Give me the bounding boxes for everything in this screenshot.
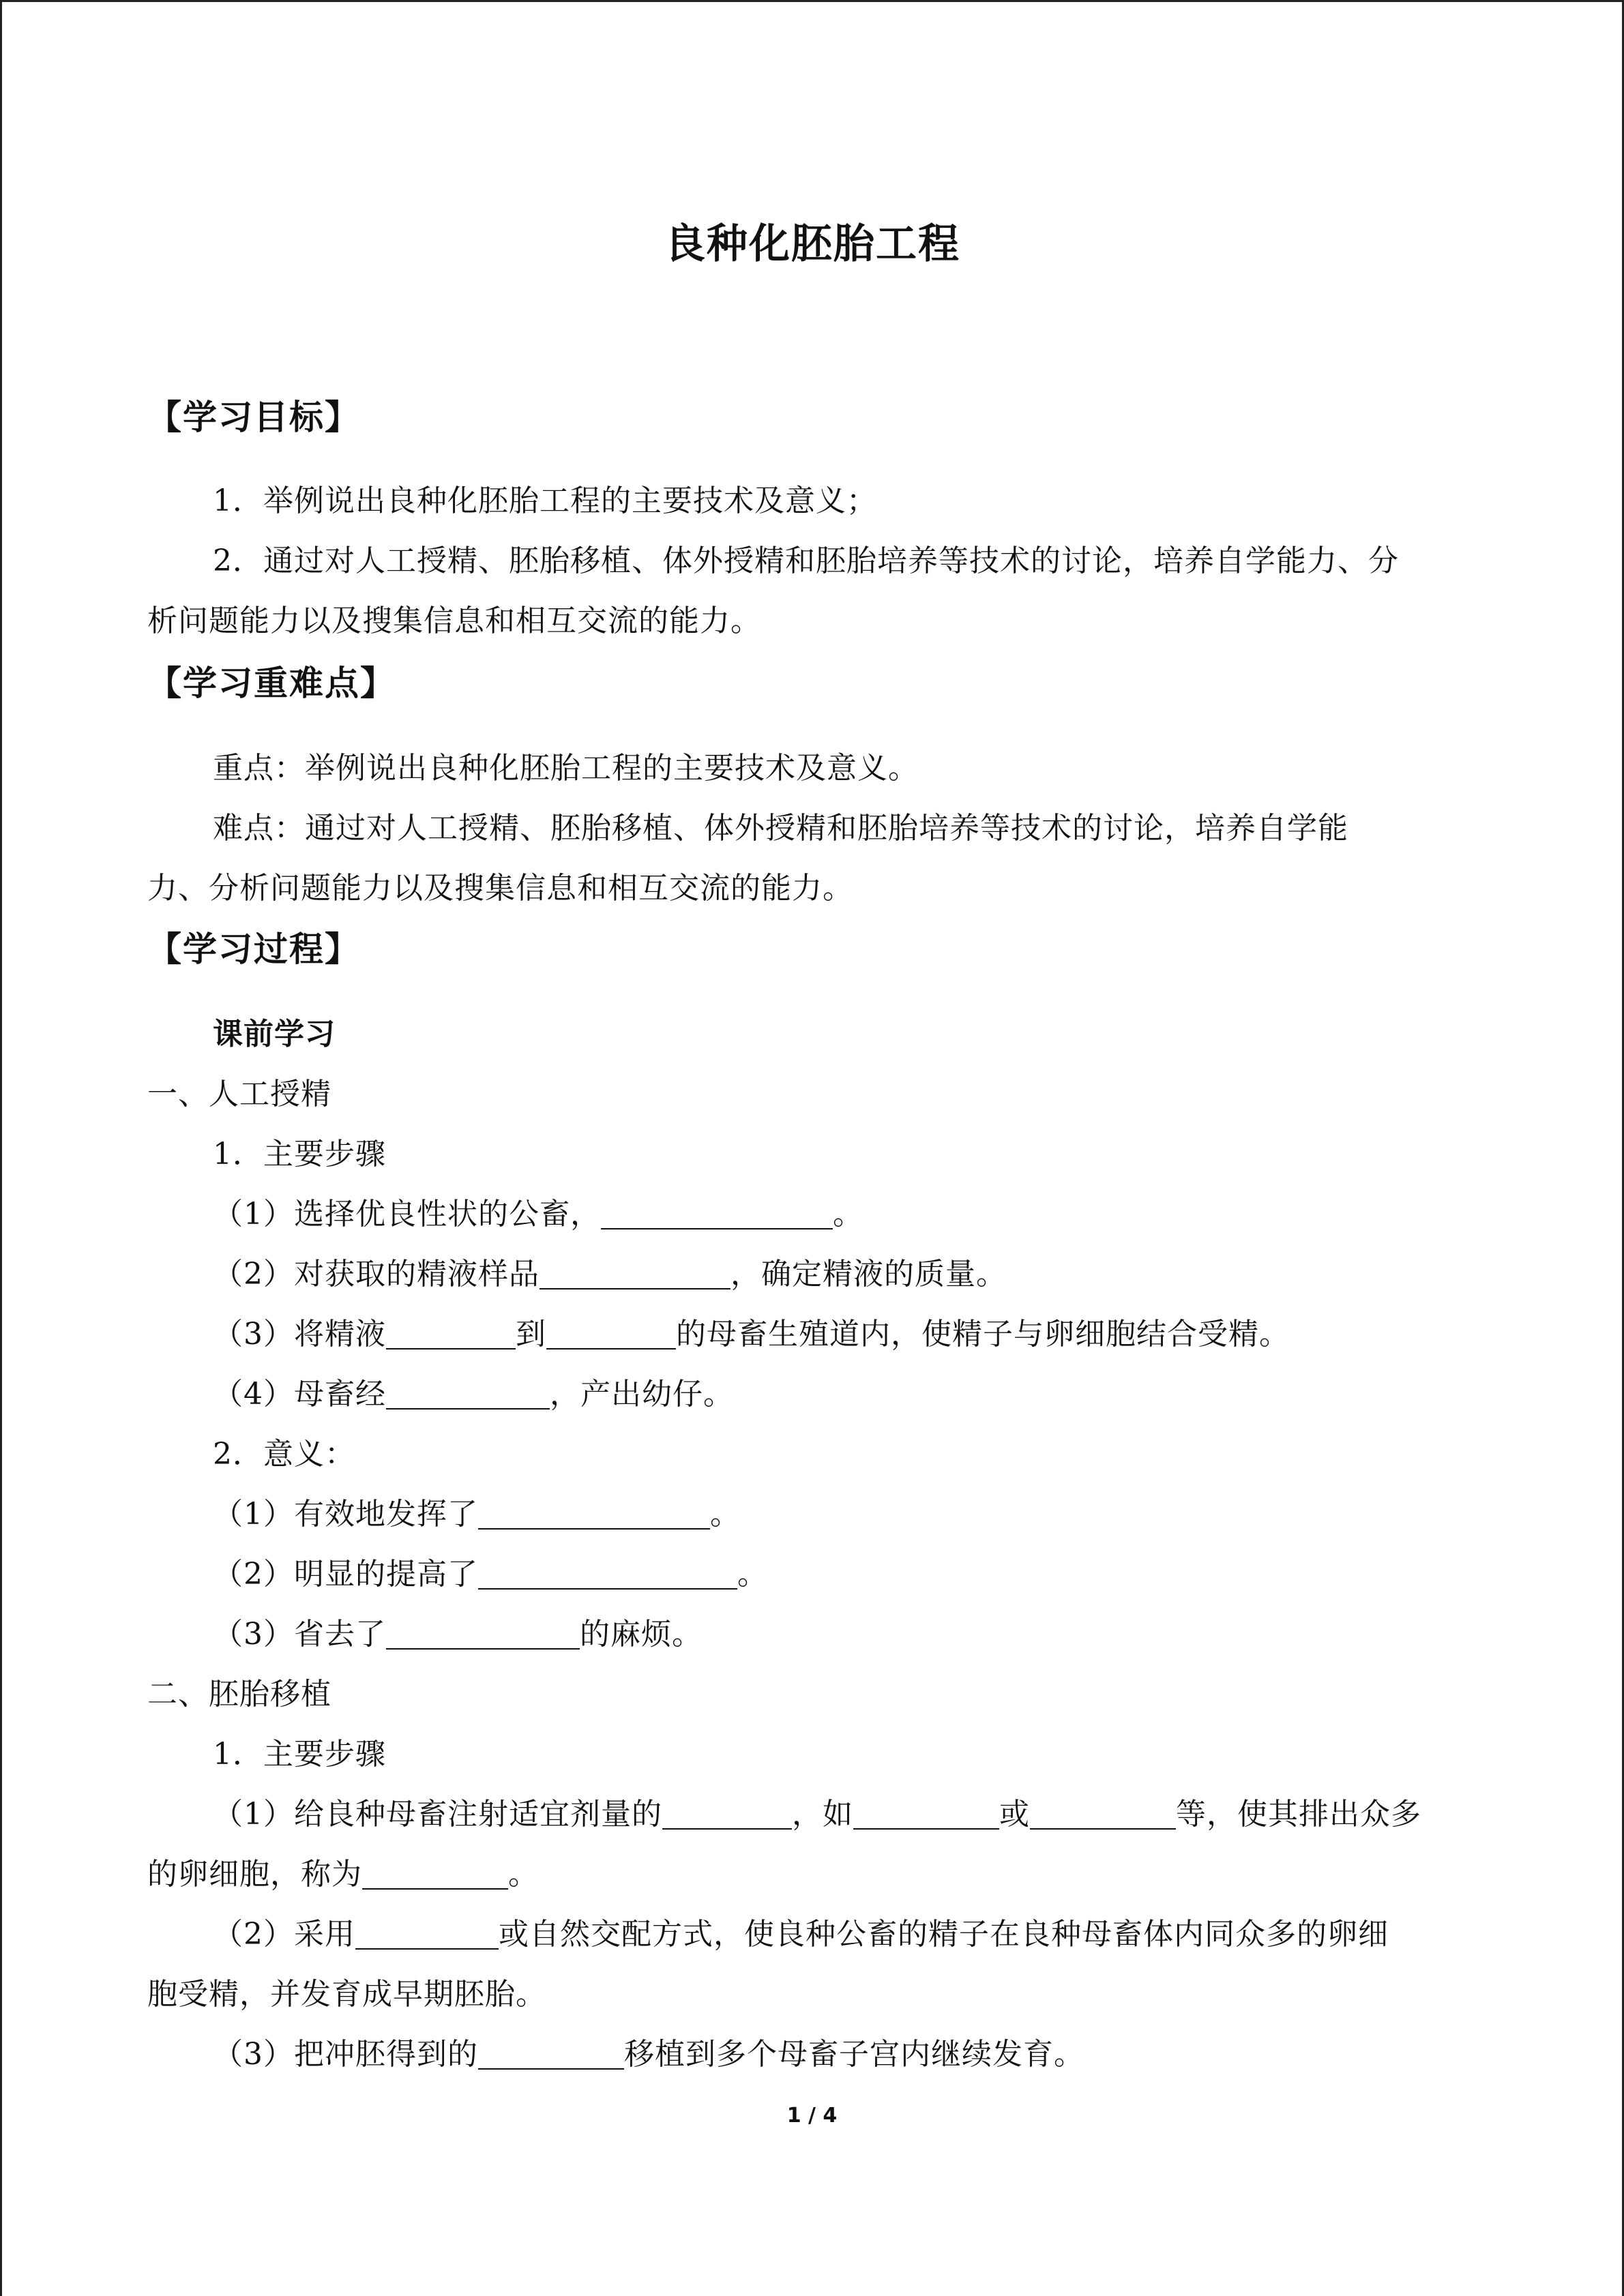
process-heading: 【学习过程】 xyxy=(147,929,360,969)
part1-step3 xyxy=(213,1309,1290,1353)
text: （4）母畜经 xyxy=(213,1377,386,1412)
part1-title: 一、人工授精 xyxy=(147,1077,331,1112)
text: （1）有效地发挥了 xyxy=(213,1497,478,1532)
part2-step3 xyxy=(213,2029,1084,2073)
fill-blank[interactable] xyxy=(1030,1798,1176,1830)
fill-blank[interactable] xyxy=(540,1258,730,1289)
text: （1）给良种母畜注射适宜剂量的 xyxy=(213,1797,662,1832)
objective-item-2-line1: 2．通过对人工授精、胚胎移植、体外授精和胚胎培养等技术的讨论，培养自学能力、分 xyxy=(213,543,1399,578)
part2-step1-line2 xyxy=(147,1849,539,1893)
text: （3）省去了 xyxy=(213,1617,386,1652)
text: ，产出幼仔。 xyxy=(550,1377,734,1412)
part1-step4 xyxy=(213,1369,734,1413)
focus-text: 重点：举例说出良种化胚胎工程的主要技术及意义。 xyxy=(213,751,919,786)
fill-blank[interactable] xyxy=(478,1498,710,1530)
part1-steps-title: 1．主要步骤 xyxy=(213,1137,386,1172)
text: （3）将精液 xyxy=(213,1317,386,1352)
part2-step1-line1 xyxy=(213,1789,1421,1833)
text: 的卵细胞，称为 xyxy=(147,1857,362,1892)
text: 的母畜生殖道内，使精子与卵细胞结合受精。 xyxy=(676,1317,1290,1352)
difficulty-line1: 难点：通过对人工授精、胚胎移植、体外授精和胚胎培养等技术的讨论，培养自学能 xyxy=(213,811,1348,846)
text: （2）采用 xyxy=(213,1917,355,1952)
page-number: 1 / 4 xyxy=(786,2104,838,2128)
text: 移植到多个母畜子宫内继续发育。 xyxy=(624,2037,1084,2072)
part2-steps-title: 1．主要步骤 xyxy=(213,1737,386,1772)
text: 等，使其排出众多 xyxy=(1176,1797,1421,1832)
page-left-border xyxy=(0,0,2,2296)
part1-meaning-3 xyxy=(213,1609,703,1653)
difficulty-line2: 力、分析问题能力以及搜集信息和相互交流的能力。 xyxy=(147,871,853,906)
fill-blank[interactable] xyxy=(478,2038,624,2070)
fill-blank[interactable] xyxy=(386,1378,550,1410)
text: （2）明显的提高了 xyxy=(213,1557,478,1592)
text: 到 xyxy=(516,1317,546,1352)
text: 。 xyxy=(710,1497,741,1532)
objective-item-1: 1．举例说出良种化胚胎工程的主要技术及意义； xyxy=(213,483,877,518)
part1-meaning-2 xyxy=(213,1549,768,1593)
document-title: 良种化胚胎工程 xyxy=(664,220,960,268)
fill-blank[interactable] xyxy=(601,1198,833,1229)
fill-blank[interactable] xyxy=(386,1318,516,1350)
text: 。 xyxy=(737,1557,768,1592)
fill-blank[interactable] xyxy=(478,1558,737,1590)
fill-blank[interactable] xyxy=(386,1618,580,1650)
objectives-heading: 【学习目标】 xyxy=(147,398,360,437)
part1-meaning-1 xyxy=(213,1489,741,1533)
part1-step2 xyxy=(213,1249,1007,1293)
text: 或 xyxy=(999,1797,1030,1832)
text: ，确定精液的质量。 xyxy=(730,1257,1007,1292)
objective-item-2-line2: 析问题能力以及搜集信息和相互交流的能力。 xyxy=(147,603,761,638)
fill-blank[interactable] xyxy=(362,1858,508,1890)
page-top-border xyxy=(0,0,1624,2)
fill-blank[interactable] xyxy=(355,1918,499,1950)
text: （1）选择优良性状的公畜， xyxy=(213,1197,601,1232)
part2-step2-line2: 胞受精，并发育成早期胚胎。 xyxy=(147,1977,546,2012)
part2-title: 二、胚胎移植 xyxy=(147,1677,331,1712)
text: 的麻烦。 xyxy=(580,1617,703,1652)
fill-blank[interactable] xyxy=(546,1318,676,1350)
text: （2）对获取的精液样品 xyxy=(213,1257,540,1292)
part1-meaning-title: 2．意义： xyxy=(213,1437,355,1472)
fill-blank[interactable] xyxy=(662,1798,792,1830)
pre-class-subheading: 课前学习 xyxy=(213,1017,336,1052)
text: 或自然交配方式，使良种公畜的精子在良种母畜体内同众多的卵细 xyxy=(499,1917,1389,1952)
text: 。 xyxy=(833,1197,863,1232)
text: ，如 xyxy=(792,1797,853,1832)
text: 。 xyxy=(508,1857,539,1892)
part1-step1 xyxy=(213,1189,863,1233)
text: （3）把冲胚得到的 xyxy=(213,2037,478,2072)
keypoints-heading: 【学习重难点】 xyxy=(147,664,396,703)
part2-step2-line1 xyxy=(213,1909,1389,1953)
fill-blank[interactable] xyxy=(853,1798,999,1830)
